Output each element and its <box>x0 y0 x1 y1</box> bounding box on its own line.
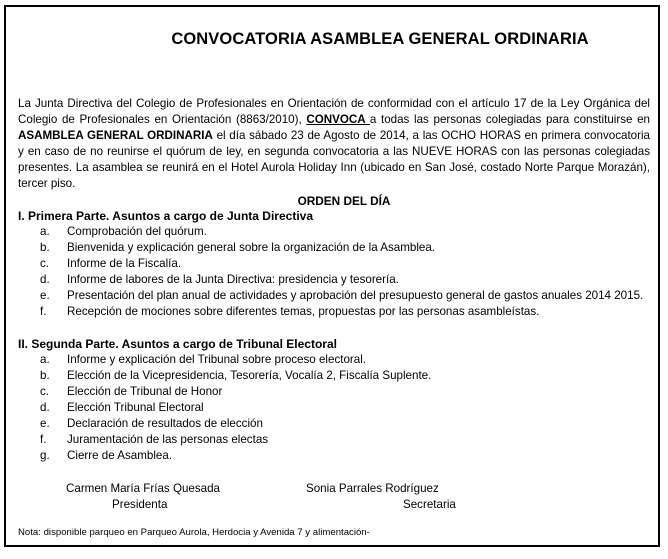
list-item-text: Elección de la Vicepresidencia, Tesorería, Vocalía 2, Fiscalía Suplente. <box>67 369 432 382</box>
list-item-letter: a. <box>40 225 50 238</box>
list-item-text: Bienvenida y explicación general sobre la organización de la Asamblea. <box>67 241 436 254</box>
intro-text-1: La Junta Directiva del Colegio de Profesionales en Orientación de conformidad con el artículo 17 de la Ley Orgánica del Colegio de Profesionales en Orientación (8863/2010), <box>18 97 650 126</box>
footnote: Nota: disponible parqueo en Parqueo Aurola, Herdocia y Avenida 7 y alimentación- <box>18 527 370 538</box>
list-item-letter: e. <box>40 417 50 430</box>
intro-text-3: el día sábado 23 de Agosto de 2014, a las OCHO HORAS en primera convocatoria y en caso de no reunirse el quórum de ley, en segunda convocatoria a las NUEVE HORAS con las personas colegiadas presentes. La asamblea se reunirá en el Hotel Aurola Holiday Inn (ubicado en San José, costado Norte Parque Morazán), tercer piso. <box>18 129 650 190</box>
list-item-letter: e. <box>40 289 50 302</box>
part2-heading: II. Segunda Parte. Asuntos a cargo de Tribunal Electoral <box>18 337 337 351</box>
asamblea-general-ordinaria: ASAMBLEA GENERAL ORDINARIA <box>18 129 213 142</box>
convoca-word: CONVOCA <box>306 113 370 126</box>
list-item-text: Elección de Tribunal de Honor <box>67 385 223 398</box>
list-item-letter: b. <box>40 241 50 254</box>
list-item-letter: f. <box>40 433 47 446</box>
list-item-text: Recepción de mociones sobre diferentes temas, propuestas por las personas asambleístas. <box>67 305 540 318</box>
list-item-text: Declaración de resultados de elección <box>67 417 263 430</box>
list-item-text: Presentación del plan anual de actividades y aprobación del presupuesto general de gastos anuales 2014 2015. <box>67 289 644 302</box>
intro-paragraph <box>18 96 650 192</box>
list-item-text: Comprobación del quórum. <box>67 225 207 238</box>
list-item-letter: d. <box>40 273 50 286</box>
signature-left-name: Carmen María Frías Quesada <box>66 482 220 495</box>
list-item-letter: f. <box>40 305 47 318</box>
orden-del-dia-heading: ORDEN DEL DÍA <box>297 194 391 208</box>
list-item-letter: g. <box>40 449 50 462</box>
list-item-text: Juramentación de las personas electas <box>67 433 269 446</box>
list-item-text: Elección Tribunal Electoral <box>67 401 204 414</box>
list-item-letter: b. <box>40 369 50 382</box>
list-item-text: Informe de labores de la Junta Directiva: presidencia y tesorería. <box>67 273 399 286</box>
intro-text-2: a todas las personas colegiadas para constituirse en <box>369 113 651 126</box>
signature-right-role: Secretaria <box>403 498 456 511</box>
list-item-text: Informe y explicación del Tribunal sobre proceso electoral. <box>67 353 367 366</box>
list-item-letter: d. <box>40 401 50 414</box>
list-item-letter: a. <box>40 353 50 366</box>
list-item-letter: c. <box>40 385 50 398</box>
signature-right-name: Sonia Parrales Rodríguez <box>306 482 439 495</box>
signature-left-role: Presidenta <box>112 498 168 511</box>
list-item-text: Cierre de Asamblea. <box>67 449 173 462</box>
list-item-text: Informe de la Fiscalía. <box>67 257 182 270</box>
document-title: CONVOCATORIA ASAMBLEA GENERAL ORDINARIA <box>171 30 589 48</box>
part1-heading: I. Primera Parte. Asuntos a cargo de Junta Directiva <box>18 209 313 223</box>
list-item-letter: c. <box>40 257 50 270</box>
